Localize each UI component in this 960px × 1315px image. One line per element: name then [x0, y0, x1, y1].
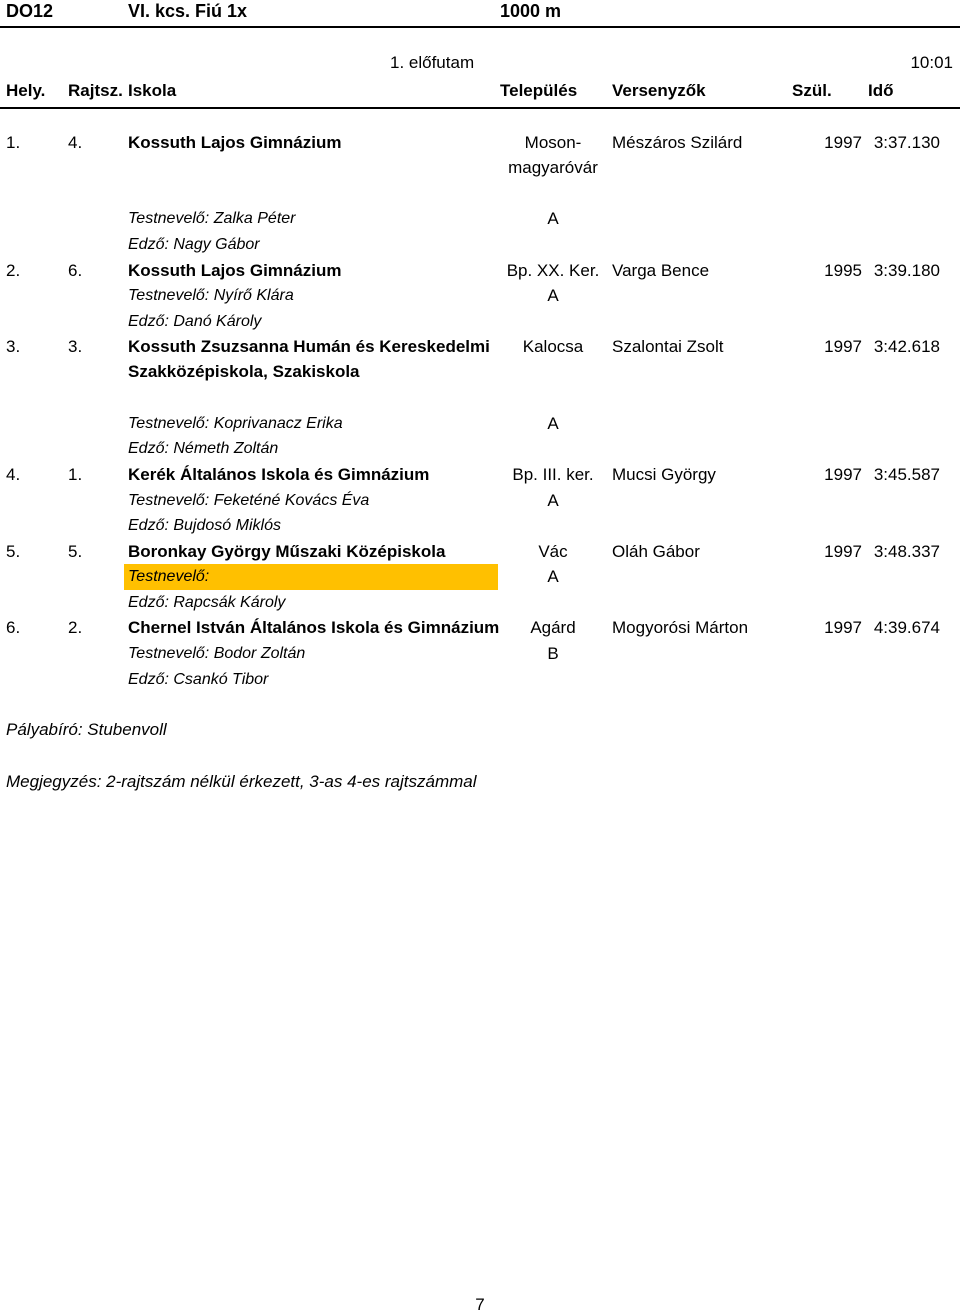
row-athlete: Mészáros Szilárd	[612, 133, 743, 152]
row-result: 4:39.674	[873, 618, 940, 637]
row-town: Agárd	[530, 618, 576, 637]
row-lane: 3.	[68, 337, 83, 356]
row-coach: Edző: Nagy Gábor	[128, 236, 260, 253]
column-athletes: Versenyzők	[612, 81, 706, 100]
column-school: Iskola	[128, 81, 177, 100]
row-birth: 1997	[824, 618, 862, 637]
row-pe-teacher: Testnevelő: Nyírő Klára	[128, 287, 294, 304]
column-birth: Szül.	[792, 81, 832, 100]
column-place: Hely.	[6, 81, 46, 100]
row-category: A	[547, 491, 559, 510]
row-school: Chernel István Általános Iskola és Gimnázium	[128, 618, 500, 637]
row-pe-teacher-highlighted: Testnevelő:	[124, 564, 498, 590]
row-place: 3.	[6, 337, 21, 356]
row-athlete: Varga Bence	[612, 261, 710, 280]
row-category: A	[547, 286, 559, 305]
row-coach: Edző: Bujdosó Miklós	[128, 517, 281, 534]
row-town: Kalocsa	[522, 337, 584, 356]
event-code: DO12	[6, 1, 54, 21]
column-result: Idő	[868, 81, 894, 100]
row-birth: 1997	[824, 465, 862, 484]
row-result: 3:42.618	[873, 337, 940, 356]
row-coach: Edző: Németh Zoltán	[128, 440, 279, 457]
row-pe-teacher: Testnevelő: Zalka Péter	[128, 210, 296, 227]
event-category: VI. kcs. Fiú 1x	[128, 1, 248, 21]
row-athlete: Oláh Gábor	[612, 542, 700, 561]
header-rule-bottom	[0, 107, 960, 109]
event-distance: 1000 m	[500, 1, 562, 21]
row-town: Vác	[538, 542, 568, 561]
row-place: 5.	[6, 542, 21, 561]
row-pe-teacher: Testnevelő: Bodor Zoltán	[128, 645, 306, 662]
row-school: Kossuth Zsuzsanna Humán és Kereskedelmi	[128, 337, 490, 356]
column-town: Település	[500, 81, 578, 100]
row-birth: 1997	[824, 337, 862, 356]
row-lane: 6.	[68, 261, 83, 280]
row-town: Bp. III. ker.	[512, 465, 594, 484]
row-coach: Edző: Rapcsák Károly	[128, 594, 286, 611]
row-school: Kossuth Lajos Gimnázium	[128, 133, 342, 152]
row-school: Kerék Általános Iskola és Gimnázium	[128, 465, 430, 484]
row-town: Bp. XX. Ker.	[506, 261, 600, 280]
row-pe-teacher: Testnevelő: Feketéné Kovács Éva	[128, 492, 370, 509]
row-category: A	[547, 567, 559, 586]
row-coach: Edző: Csankó Tibor	[128, 671, 269, 688]
row-birth: 1997	[824, 542, 862, 561]
note: Megjegyzés: 2-rajtszám nélkül érkezett, 3-as 4-es rajtszámmal	[6, 772, 477, 791]
row-category: B	[547, 644, 559, 663]
row-result: 3:45.587	[873, 465, 940, 484]
column-lane: Rajtsz.	[68, 81, 123, 100]
row-lane: 4.	[68, 133, 83, 152]
heat-time: 10:01	[910, 53, 953, 72]
row-place: 4.	[6, 465, 21, 484]
row-result: 3:39.180	[873, 261, 940, 280]
row-school: Kossuth Lajos Gimnázium	[128, 261, 342, 280]
row-athlete: Mogyorósi Márton	[612, 618, 749, 637]
row-lane: 5.	[68, 542, 83, 561]
row-athlete: Szalontai Zsolt	[612, 337, 724, 356]
row-place: 6.	[6, 618, 21, 637]
row-place: 1.	[6, 133, 21, 152]
row-result: 3:37.130	[873, 133, 940, 152]
referee: Pályabíró: Stubenvoll	[6, 720, 167, 739]
row-birth: 1997	[824, 133, 862, 152]
row-category: A	[547, 414, 559, 433]
row-lane: 1.	[68, 465, 83, 484]
row-coach: Edző: Danó Károly	[128, 313, 262, 330]
row-birth: 1995	[824, 261, 862, 280]
row-town-cont: magyaróvár	[508, 158, 598, 177]
header-rule-top	[0, 26, 960, 28]
row-athlete: Mucsi György	[612, 465, 716, 484]
heat-title: 1. előfutam	[390, 53, 475, 72]
row-pe-teacher: Testnevelő: Koprivanacz Erika	[128, 415, 343, 432]
row-place: 2.	[6, 261, 21, 280]
row-school: Boronkay György Műszaki Középiskola	[128, 542, 446, 561]
row-result: 3:48.337	[873, 542, 940, 561]
row-category: A	[547, 209, 559, 228]
row-school-cont: Szakközépiskola, Szakiskola	[128, 362, 360, 381]
row-lane: 2.	[68, 618, 83, 637]
page-number: 7	[475, 1295, 485, 1314]
row-town: Moson-	[524, 133, 582, 152]
